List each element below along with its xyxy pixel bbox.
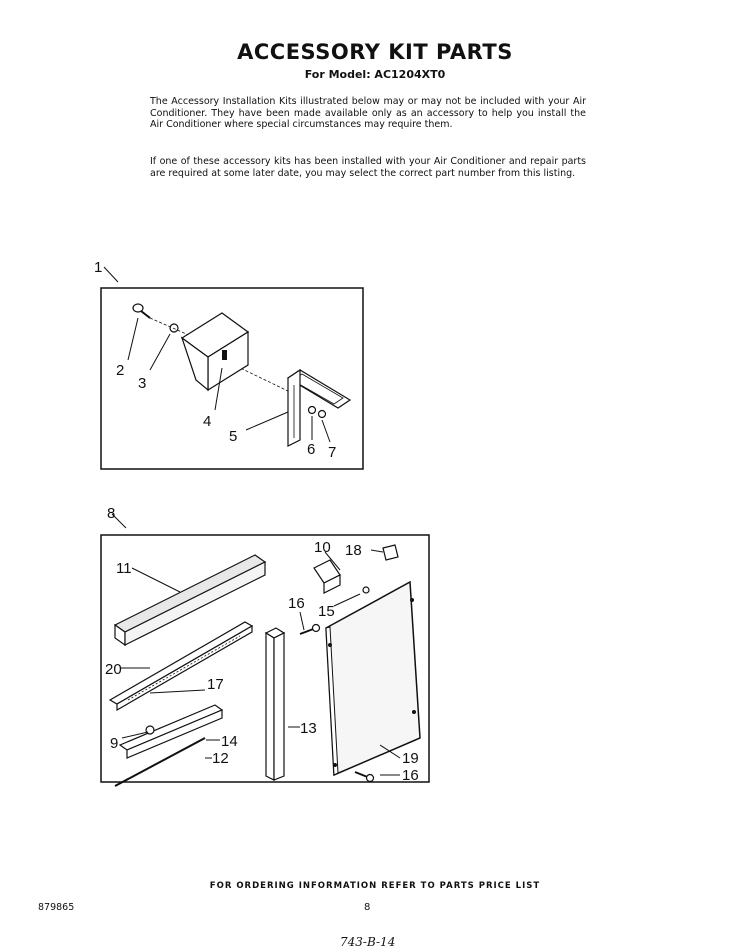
mounting-bracket-part <box>288 370 350 446</box>
callout-11: 11 <box>116 560 132 577</box>
ordering-note: FOR ORDERING INFORMATION REFER TO PARTS PRICE LIST <box>209 881 541 891</box>
angle-bracket-part <box>314 560 369 593</box>
callout-14: 14 <box>221 733 238 750</box>
callout-18: 18 <box>345 542 362 559</box>
kit-diagram-2 <box>101 514 429 786</box>
intro-paragraph-1: The Accessory Installation Kits illustrated below may or may not be included with your Air Conditioner. They have been made available only as an accessory to help you install the Air Conditioner where special circumstances may require them. <box>150 96 586 130</box>
kit-1-label: 1 <box>94 259 103 276</box>
callout-16-lower: 16 <box>402 767 419 784</box>
callout-17: 17 <box>207 676 224 693</box>
screw-part <box>133 304 150 318</box>
handwritten-code: 743-B-14 <box>340 935 396 949</box>
model-subtitle: For Model: AC1204XT0 <box>304 68 446 81</box>
callout-2: 2 <box>116 362 125 379</box>
kit-8-label: 8 <box>107 505 116 522</box>
callout-16-upper: 16 <box>288 595 305 612</box>
callout-4: 4 <box>203 413 212 430</box>
callout-10: 10 <box>314 539 331 556</box>
vertical-post-part <box>266 628 284 780</box>
page-number: 8 <box>364 902 371 913</box>
intro-paragraph-2: If one of these accessory kits has been installed with your Air Conditioner and repair parts are required at some later date, you may select the correct part number from this listing. <box>150 156 586 179</box>
kit-1-arrow <box>104 267 118 282</box>
washer-part <box>170 324 178 332</box>
page-title: ACCESSORY KIT PARTS <box>237 40 513 64</box>
callout-5: 5 <box>229 428 238 445</box>
cover-bracket-part <box>182 313 248 390</box>
callout-6: 6 <box>307 441 316 458</box>
callout-12: 12 <box>212 750 229 767</box>
callout-9: 9 <box>110 735 119 752</box>
callout-15: 15 <box>318 603 335 620</box>
document-number: 879865 <box>38 902 75 913</box>
callout-20: 20 <box>105 661 122 678</box>
callout-3: 3 <box>138 375 147 392</box>
callout-7: 7 <box>328 444 337 461</box>
callout-13: 13 <box>300 720 317 737</box>
filler-panel-part <box>326 582 420 775</box>
pad-part <box>383 545 398 560</box>
side-channel-part <box>120 705 222 758</box>
screw-part <box>355 772 374 782</box>
callout-19: 19 <box>402 750 419 767</box>
